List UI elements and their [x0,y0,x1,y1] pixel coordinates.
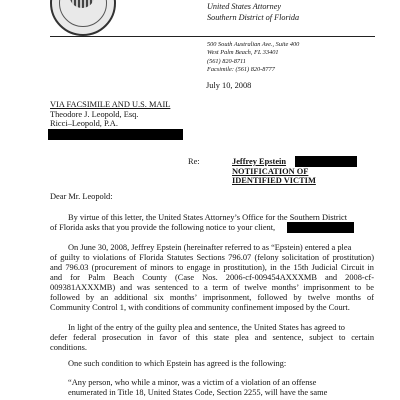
p5-line: enumerated in Title 18, United States Code, Section 2255, will have the same [68,388,328,397]
p3-line: In light of the entry of the guilty plea and sentence, the United States has agreed to [68,323,345,332]
re-label: Re: [188,157,200,166]
p2-line: 009381AXXXMB) and was sentenced to a term of twelve months’ imprisonment to be [50,283,374,292]
p2-line: and for Palm Beach County (Case Nos. 2006-cf-009454AXXXMB and 2008-cf- [50,273,374,282]
office-title: United States Attorney [207,2,281,11]
department-seal-icon [50,0,116,36]
subject-name: Jeffrey Epstein [232,157,287,166]
salutation: Dear Mr. Leopold: [50,192,113,201]
paragraph-2 [50,243,374,313]
paragraph-3 [50,323,374,353]
p5-line: “Any person, who while a minor, was a victim of a violation of an offense [68,378,317,387]
letter-date: July 10, 2008 [206,81,252,90]
recipient-name: Theodore J. Leopold, Esq. [50,109,139,119]
p3-line: conditions. [50,343,87,352]
address-fax: Facsimile: (561) 820-8777 [207,65,275,73]
recipient-block [50,100,170,129]
paragraph-4 [50,359,374,369]
address-phone: (561) 820-8711 [207,57,246,65]
p3-line: defer federal prosecution in favor of this state plea and sentence, subject to certain [50,333,374,342]
subject-victim: IDENTIFIED VICTIM [232,176,316,186]
redaction-address [48,129,183,140]
p2-line: On June 30, 2008, Jeffrey Epstein (hereinafter referred to as “Epstein) entered a plea [68,243,352,252]
address-city: West Palm Beach, FL 33401 [207,49,279,57]
recipient-firm: Ricci–Leopold, P.A. [50,119,118,129]
redaction-client [287,222,354,233]
office-district: Southern District of Florida [207,12,300,22]
p2-line: followed by an additional six months’ imprisonment, followed by twelve months of [50,293,374,302]
p2-line: and 796.03 (procurement of minors to engage in prostitution), in the 15th Judicial Circuit in [50,263,374,272]
subject-notification: NOTIFICATION OF [232,166,309,176]
p1-line: By virtue of this letter, the United States Attorney’s Office for the Southern District [68,213,348,222]
letterhead-office [207,2,299,23]
p2-line: of guilty to violations of Florida Statutes Sections 796.07 (felony solicitation of prostitution) [50,253,374,262]
letterhead-address [207,41,299,74]
address-street: 500 South Australian Ave., Suite 400 [207,41,300,48]
paragraph-5-quote [68,378,374,398]
p2-line: Community Control 1, with conditions of community confinement imposed by the Court. [50,303,350,312]
p1-line: of Florida asks that you provide the following notice to your client, [50,223,276,232]
p4-line: One such condition to which Epstein has agreed is the following: [68,359,287,368]
letterhead-divider [50,36,375,37]
redaction-subject [295,156,357,167]
delivery-method: VIA FACSIMILE AND U.S. MAIL [50,100,171,109]
